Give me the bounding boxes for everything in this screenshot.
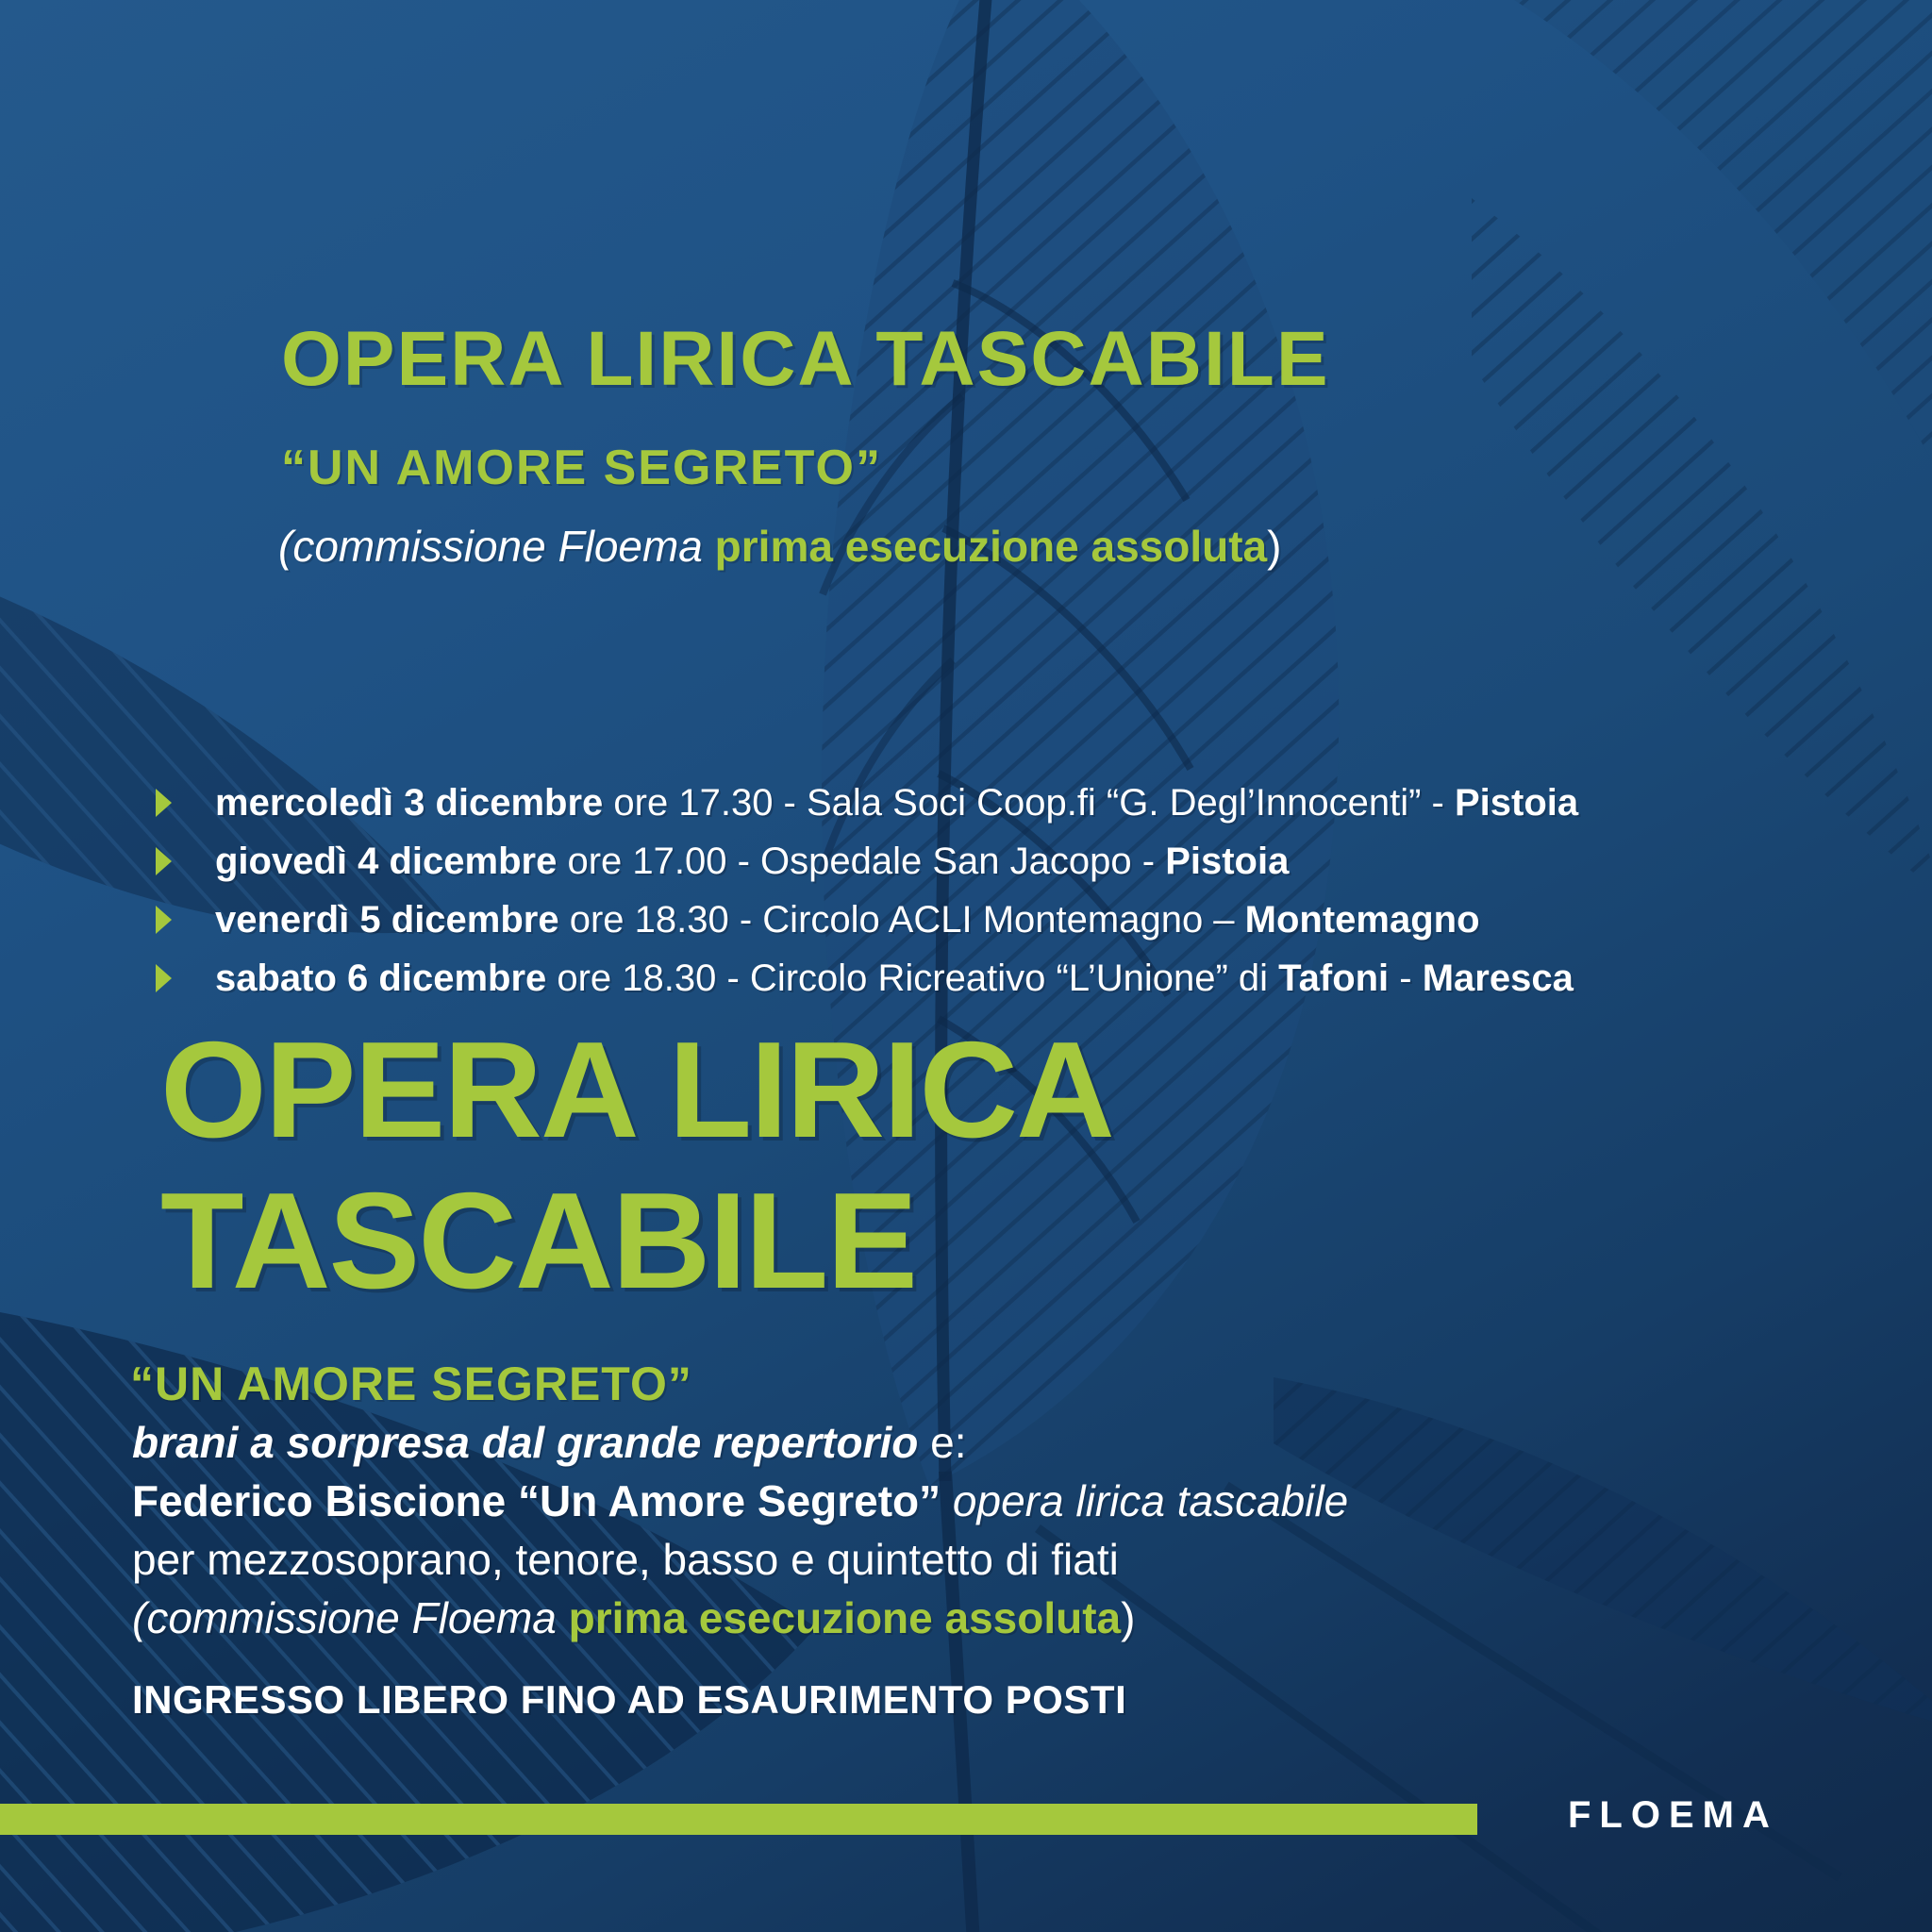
program-line-1 [132,1417,967,1468]
main-title [160,1015,1113,1316]
event-details-2: - [1389,957,1423,999]
commission-italic-text: (commissione Floema [278,522,703,571]
right-triangle-arrow-icon [156,847,172,875]
event-subtitle-top: “UN AMORE SEGRETO” [281,441,882,495]
right-triangle-arrow-icon [156,964,172,992]
event-place: Pistoia [1454,781,1579,824]
event-text [215,841,1289,883]
event-title-top: OPERA LIRICA TASCABILE [281,316,1330,402]
event-place: Maresca [1422,957,1574,999]
event-text [215,782,1578,824]
commission-highlight-text: prima esecuzione assoluta [556,1593,1122,1642]
right-triangle-arrow-icon [156,789,172,817]
event-bold-mid: Tafoni [1278,957,1390,999]
program-line-1-rest: e: [918,1418,967,1467]
event-schedule-list [156,774,1578,1008]
event-day: venerdì 5 dicembre [215,898,559,941]
event-place: Pistoia [1165,840,1290,882]
admission-notice: INGRESSO LIBERO FINO AD ESAURIMENTO POSTI [132,1677,1127,1722]
commission-note-top [278,521,1281,572]
program-line-3: per mezzosoprano, tenore, basso e quintetto di fiati [132,1535,1119,1584]
commission-italic-text: (commissione Floema [132,1593,557,1642]
event-row-2 [156,832,1578,891]
event-row-3 [156,891,1578,949]
work-genre-text: opera lirica tascabile [941,1476,1349,1525]
main-title-line-1: OPERA LIRICA [160,1013,1113,1166]
event-details: ore 18.30 - Circolo ACLI Montemagno – [558,898,1245,941]
event-details: ore 17.00 - Ospedale San Jacopo - [557,840,1166,882]
event-place: Montemagno [1244,898,1480,941]
event-details: ore 17.30 - Sala Soci Coop.fi “G. Degl’Innocenti” - [603,781,1455,824]
event-day: sabato 6 dicembre [215,957,547,999]
commission-highlight-text: prima esecuzione assoluta [702,522,1268,571]
event-text [215,899,1480,941]
program-repertoire-text: brani a sorpresa dal grande repertorio [132,1418,919,1467]
main-title-line-2: TASCABILE [160,1163,916,1317]
composer-work-text: Federico Biscione “Un Amore Segreto” [132,1476,941,1525]
commission-note-bottom [132,1592,1135,1643]
event-row-1 [156,774,1578,832]
event-day: mercoledì 3 dicembre [215,781,604,824]
commission-close-paren: ) [1121,1593,1136,1642]
commission-close-paren: ) [1267,522,1282,571]
program-heading: “UN AMORE SEGRETO” [130,1357,692,1410]
floema-logo: FLOEMA [1568,1794,1778,1836]
event-day: giovedì 4 dicembre [215,840,558,882]
event-details: ore 18.30 - Circolo Ricreativo “L’Unione” di [546,957,1279,999]
program-line-2 [132,1475,1348,1526]
footer-accent-bar [0,1804,1477,1835]
event-row-4 [156,949,1578,1008]
right-triangle-arrow-icon [156,906,172,934]
event-text [215,958,1574,1000]
